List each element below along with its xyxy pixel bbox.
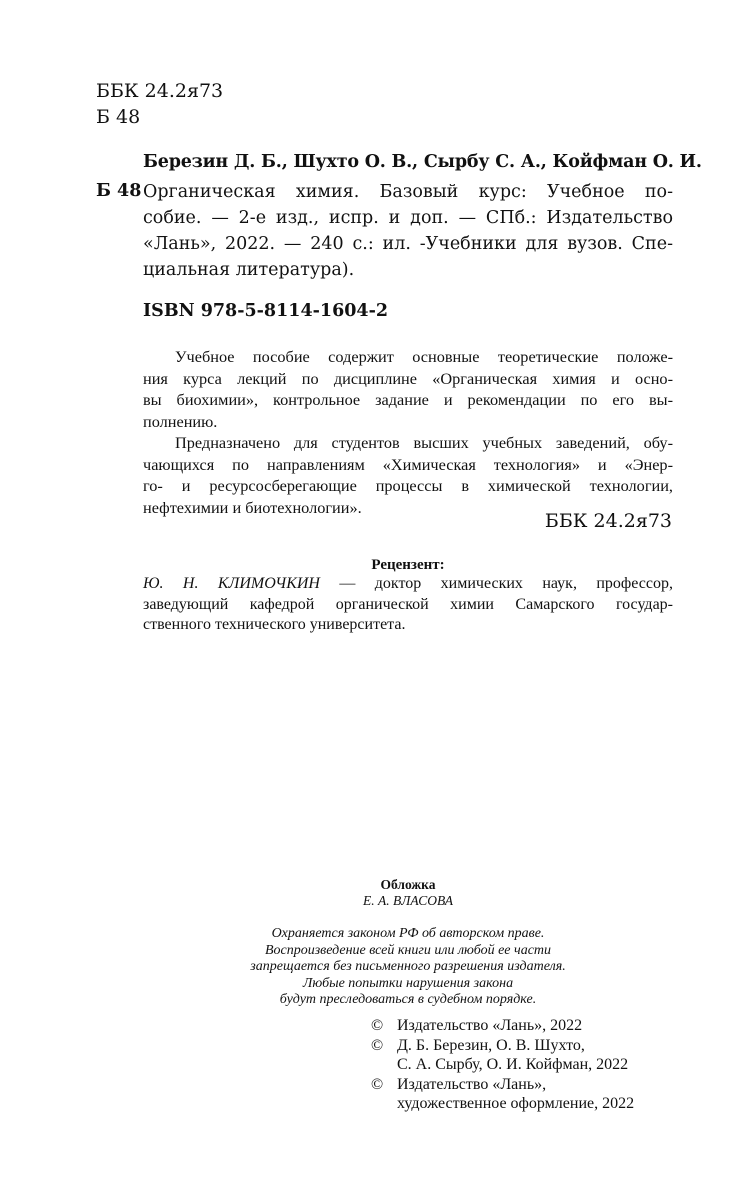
notice-line: Охраняется законом РФ об авторском праве. (271, 926, 545, 941)
authors-heading: Березин Д. Б., Шухто О. В., Сырбу С. А., Койфман О. И. (143, 152, 702, 172)
bbk-code-right: ББК 24.2я73 (544, 510, 672, 532)
copyright-text: Д. Б. Березин, О. В. Шухто, (397, 1036, 585, 1054)
bbk-code-block (96, 78, 223, 130)
cover-designer: Е. А. ВЛАСОВА (362, 893, 454, 908)
description-line: собие. — 2-е изд., испр. и доп. — СПб.: Издательство (143, 208, 673, 228)
copyright-notice (143, 926, 673, 1009)
reviewer-line: заведующий кафедрой органической химии Самарского государ- (143, 595, 673, 613)
annotation-line: ния курса лекций по дисциплине «Органическая химия и осно- (143, 368, 673, 388)
annotation-line: чающихся по направлениям «Химическая технология» и «Энер- (143, 454, 673, 474)
reviewer-title: Рецензент: (371, 557, 445, 573)
notice-line: Воспроизведение всей книги или любой ее части (264, 942, 552, 958)
copyright-entry (371, 1036, 634, 1056)
copyright-entry (371, 1075, 634, 1095)
annotation-line: нефтехимии и биотехнологии». (143, 497, 362, 517)
author-sign: Б 48 (96, 181, 142, 201)
copyright-entry (371, 1055, 634, 1075)
bibliographic-description (143, 179, 673, 283)
isbn: ISBN 978-5-8114-1604-2 (143, 301, 389, 321)
description-line: циальная литература). (143, 260, 355, 280)
copyright-entry (371, 1016, 634, 1036)
reviewer-credentials: — доктор химических наук, профессор, (319, 575, 673, 592)
reviewer-line (143, 574, 673, 595)
copyright-icon: © (371, 1075, 384, 1093)
copyright-text: Издательство «Лань», 2022 (397, 1017, 583, 1034)
annotation-line: го- и ресурсосберегающие процессы в химической технологии, (143, 476, 673, 495)
notice-line: Любые попытки нарушения закона (302, 975, 514, 991)
annotation-line: Учебное пособие содержит основные теоретические положе- (175, 347, 673, 366)
author-mark: Б 48 (96, 106, 141, 128)
copyright-icon: © (371, 1017, 384, 1034)
copyright-entry (371, 1094, 634, 1114)
reviewer-line: ственного технического университета. (143, 616, 406, 633)
reviewer-text (143, 574, 673, 636)
annotation (143, 346, 673, 518)
description-line: «Лань», 2022. — 240 с.: ил. -Учебники для вузов. Спе- (143, 234, 673, 254)
copyright-text: С. А. Сырбу, О. И. Койфман, 2022 (397, 1056, 629, 1073)
description-line: Органическая химия. Базовый курс: Учебное по- (143, 182, 673, 202)
notice-line: запрещается без письменного разрешения издателя. (250, 959, 566, 974)
copyright-icon: © (371, 1036, 384, 1054)
copyright-block (371, 1016, 634, 1114)
reviewer-name: Ю. Н. КЛИМОЧКИН (143, 575, 320, 592)
annotation-line: полнению. (143, 411, 218, 431)
cover-title: Обложка (380, 877, 436, 892)
annotation-line: Предназначено для студентов высших учебных заведений, обу- (175, 433, 673, 452)
annotation-line: вы биохимии», контрольное задание и рекомендации по его вы- (143, 390, 673, 409)
notice-line: будут преследоваться в судебном порядке. (279, 992, 537, 1007)
bbk-classification: ББК 24.2я73 (96, 80, 224, 102)
copyright-text: Издательство «Лань», (397, 1075, 547, 1093)
copyright-text: художественное оформление, 2022 (397, 1095, 635, 1112)
